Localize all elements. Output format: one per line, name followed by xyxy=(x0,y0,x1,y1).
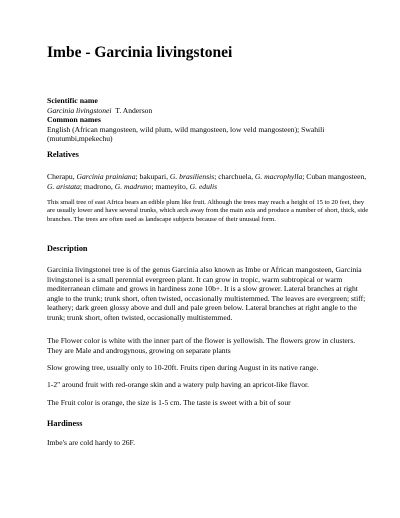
relative-species-name: G. aristata xyxy=(47,181,80,191)
relatives-heading: Relatives xyxy=(47,150,79,159)
scientific-name-value xyxy=(47,106,369,116)
relative-species-name: G. macrophylla xyxy=(254,172,303,181)
description-paragraph-1: Garcinia livingstonei tree is of the genus Garcinia also known as Imbe or African mangosteen, Garcinia livingstonei is a small perennial evergreen plant. It can grow in tropic, warm subtropical or warm mediterranean climate and grows in hardiness zone 10b+. It is a slow grower. Lateral branches at right angle to the trunk; trunk short, often twisted, occasionally multistemmed. The leaves are evergreen; stiff; leathery; dark green glossy above and dull and pale green below. Lateral branches at right angle to the trunk; trunk short, often twisted, occasionally multistemmed. xyxy=(47,265,366,322)
relative-species-name: G. edulis xyxy=(189,181,218,191)
description-paragraph-4: 1-2" around fruit with red-orange skin and a watery pulp having an apricot-like flavor. xyxy=(47,380,310,389)
relative-common-name: ; bakupari, xyxy=(135,172,170,181)
scientific-name-italic: Garcinia livingstonei xyxy=(47,105,112,115)
relative-species-name: G. brasiliensis xyxy=(169,172,215,181)
scientific-name-section xyxy=(47,96,369,144)
description-paragraph-5: The Fruit color is orange, the size is 1-5 cm. The taste is sweet with a bit of sour xyxy=(47,398,291,407)
hardiness-text: Imbe's are cold hardy to 26F. xyxy=(47,438,136,447)
relative-common-name: ; charchuela, xyxy=(214,172,255,181)
relatives-note: This small tree of east Africa bears an edible plum like fruit. Although the trees may reach a height of 15 to 20 feet, they are usually lower and have several trunks, which arch away from the main axis and produce a number of short, thick, side branches. The trees are often used as landscape subjects because of their unusual form. xyxy=(47,199,369,223)
page-title: Imbe - Garcinia livingstonei xyxy=(47,44,233,61)
description-paragraph-2: The Flower color is white with the inner part of the flower is yellowish. The flowers grow in clusters. They are Male and androgynous, growing on separate plants xyxy=(47,336,356,355)
description-paragraph-3: Slow growing tree, usually only to 10-20ft. Fruits ripen during August in its native range. xyxy=(47,363,319,372)
common-names-label: Common names xyxy=(47,115,101,125)
relatives-text xyxy=(47,172,369,191)
relative-species-name: G. madruno xyxy=(114,181,152,191)
relative-common-name: ; Cuban mangosteen, xyxy=(302,172,367,181)
scientific-name-author: T. Anderson xyxy=(115,105,153,115)
hardiness-heading: Hardiness xyxy=(47,419,83,428)
description-heading: Description xyxy=(47,244,88,253)
relative-common-name: Cherapu, xyxy=(47,172,77,181)
common-names-text: English (African mangosteen, wild plum, wild mangosteen, low veld mangosteen); Swahili (mutumbi,mpekechu) xyxy=(47,124,325,144)
scientific-name-label: Scientific name xyxy=(47,96,98,105)
relative-common-name: ; madrono, xyxy=(79,181,115,191)
relative-species-name: Garcinia prainiana xyxy=(76,172,136,181)
relative-common-name: ; mameyito, xyxy=(151,181,190,191)
